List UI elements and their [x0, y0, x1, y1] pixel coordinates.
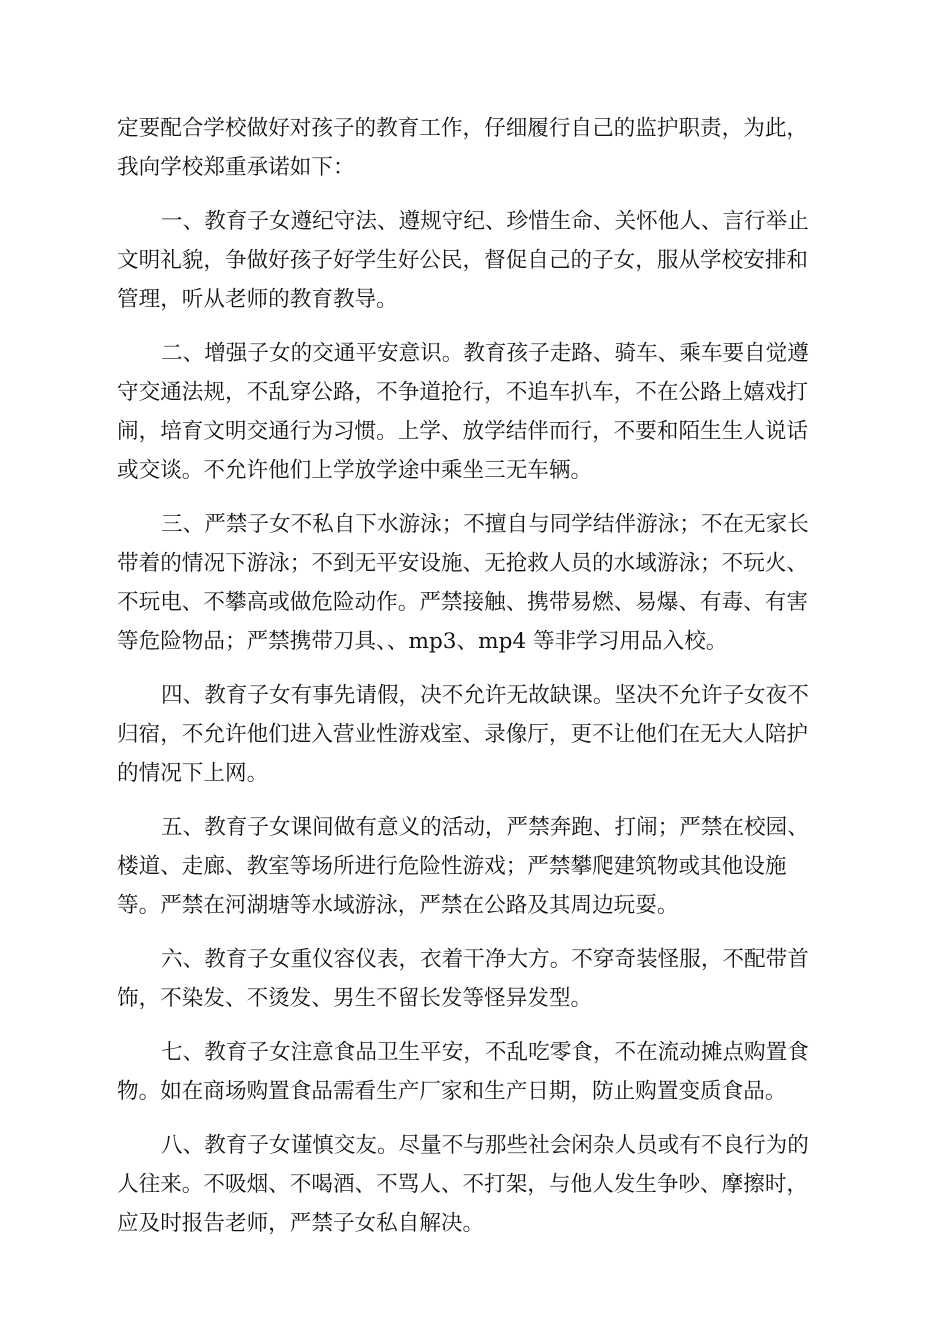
- paragraph-intro: [117, 109, 837, 187]
- paragraph-item-6: [117, 940, 837, 1018]
- text-line: 楼道、走廊、教室等场所进行危险性游戏；严禁攀爬建筑物或其他设施: [117, 854, 787, 879]
- text-line: 物。如在商场购置食品需看生产厂家和生产日期，防止购置变质食品。: [117, 1079, 787, 1104]
- text-line: 七、教育子女注意食品卫生平安，不乱吃零食，不在流动摊点购置食: [161, 1040, 809, 1065]
- text-line: 管理，听从老师的教育教导。: [117, 287, 398, 312]
- text-line: 五、教育子女课间做有意义的活动，严禁奔跑、打闹；严禁在校园、: [161, 815, 809, 840]
- text-line: 守交通法规，不乱穿公路，不争道抢行，不追车扒车，不在公路上嬉戏打: [117, 380, 809, 405]
- text-line: 二、增强子女的交通平安意识。教育孩子走路、骑车、乘车要自觉遵: [161, 341, 809, 366]
- document-body: [117, 109, 837, 1258]
- text-line: 一、教育子女遵纪守法、遵规守纪、珍惜生命、关怀他人、言行举止: [161, 209, 809, 234]
- text-line: 我向学校郑重承诺如下：: [117, 155, 355, 180]
- text-line: 闹，培育文明交通行为习惯。上学、放学结伴而行，不要和陌生生人说话: [117, 419, 809, 444]
- text-line: 人往来。不吸烟、不喝酒、不骂人、不打架，与他人发生争吵、摩擦时，: [117, 1172, 809, 1197]
- paragraph-item-8: [117, 1126, 837, 1243]
- paragraph-item-3: [117, 505, 837, 661]
- text-line: 等危险物品；严禁携带刀具、、mp3、mp4 等非学习用品入校。: [117, 629, 728, 654]
- text-line: 饰，不染发、不烫发、男生不留长发等怪异发型。: [117, 986, 593, 1011]
- paragraph-item-5: [117, 808, 837, 925]
- text-line: 带着的情况下游泳；不到无平安设施、无抢救人员的水域游泳；不玩火、: [117, 551, 809, 576]
- text-line: 归宿，不允许他们进入营业性游戏室、录像厅，更不让他们在无大人陪护: [117, 722, 809, 747]
- text-line: 等。严禁在河湖塘等水域游泳，严禁在公路及其周边玩耍。: [117, 893, 679, 918]
- text-line: 六、教育子女重仪容仪表，衣着干净大方。不穿奇装怪服，不配带首: [161, 947, 809, 972]
- text-line: 文明礼貌，争做好孩子好学生好公民，督促自己的子女，服从学校安排和: [117, 248, 809, 273]
- text-line: 三、严禁子女不私自下水游泳；不擅自与同学结伴游泳；不在无家长: [161, 512, 809, 537]
- text-line: 不玩电、不攀高或做危险动作。严禁接触、携带易燃、易爆、有毒、有害: [117, 590, 809, 615]
- text-line: 定要配合学校做好对孩子的教育工作，仔细履行自己的监护职责，为此，: [117, 116, 809, 141]
- text-line: 四、教育子女有事先请假，决不允许无故缺课。坚决不允许子女夜不: [161, 683, 809, 708]
- text-line: 八、教育子女谨慎交友。尽量不与那些社会闲杂人员或有不良行为的: [161, 1133, 809, 1158]
- paragraph-item-7: [117, 1033, 837, 1111]
- paragraph-item-1: [117, 202, 837, 319]
- text-line: 的情况下上网。: [117, 761, 269, 786]
- text-line: 或交谈。不允许他们上学放学途中乘坐三无车辆。: [117, 458, 593, 483]
- text-line: 应及时报告老师，严禁子女私自解决。: [117, 1211, 485, 1236]
- paragraph-item-2: [117, 334, 837, 490]
- paragraph-item-4: [117, 676, 837, 793]
